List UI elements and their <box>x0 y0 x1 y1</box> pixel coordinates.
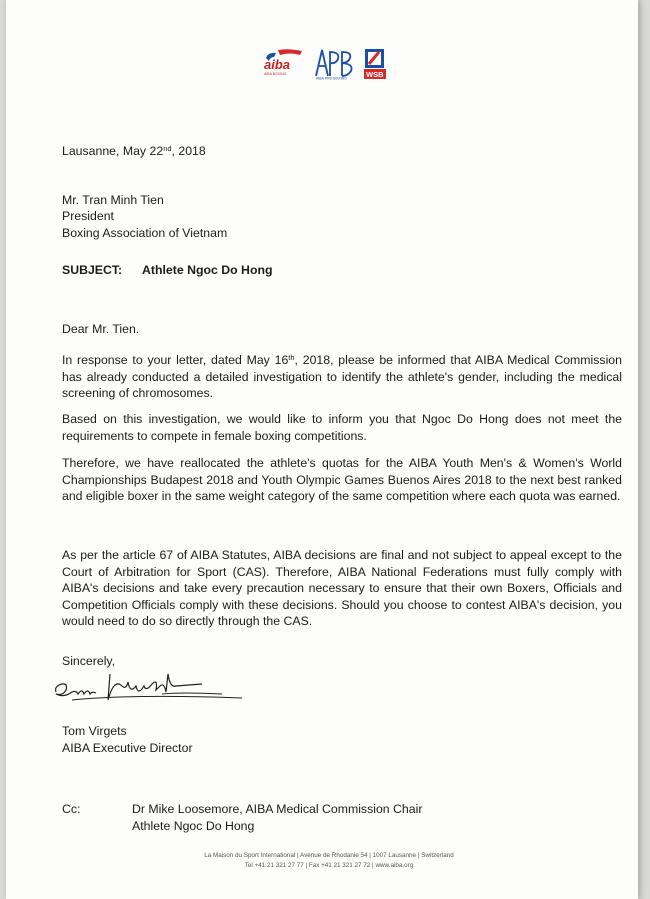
cc-recipient-1: Dr Mike Loosemore, AIBA Medical Commission Chair <box>132 802 423 816</box>
closing: Sincerely, <box>62 654 116 668</box>
recipient-organization: Boxing Association of Vietnam <box>62 225 228 240</box>
svg-text:AIBA BOXING: AIBA BOXING <box>264 72 287 76</box>
paragraph-3: Therefore, we have reallocated the athlete's quotas for the AIBA Youth Men's & Women's World Championships Budapest 2018 and Youth Olympic Games Buenos Aires 2018 to the next best ranked and eligible boxer in the same weight category of the same competition where each quota was earned. <box>62 456 622 504</box>
footer <box>164 851 494 871</box>
signer-title: AIBA Executive Director <box>62 740 193 755</box>
subject-label: SUBJECT: <box>62 263 123 277</box>
aiba-logo <box>258 46 306 80</box>
apb-logo <box>312 46 356 80</box>
paragraph-4: As per the article 67 of AIBA Statutes, AIBA decisions are final and not subject to appeal except to the Court of Arbitration for Sport (CAS). Therefore, AIBA National Federations must fully comply with AIBA's decisions and take every precaution necessary to ensure that their own Boxers, Officials and Competition Officials comply with these decisions. Should you choose to contest AIBA's decision, you would need to do so directly through the CAS. <box>62 548 622 629</box>
subject-value: Athlete Ngoc Do Hong <box>142 263 273 277</box>
recipient-name: Mr. Tran Minh Tien <box>62 193 164 207</box>
recipient-title: President <box>62 209 114 224</box>
footer-contact: Tel +41 21 321 27 77 | Fax +41 21 321 27 72 | www.aiba.org <box>244 862 414 869</box>
footer-address: La Maison du Sport International | Avenue de Rhodanie 54 | 1007 Lausanne | Switzerland <box>204 852 454 859</box>
paragraph-1: In response to your letter, dated May 16th, 2018, please be informed that AIBA Medical Commission has already conducted a detailed investigation to identify the athlete's gender, including the medical screening of chromosomes. <box>62 353 622 401</box>
salutation: Dear Mr. Tien. <box>62 322 140 336</box>
svg-text:aiba: aiba <box>264 57 291 72</box>
wsb-logo <box>362 46 388 80</box>
letter-page <box>6 0 638 899</box>
svg-text:AIBA PRO BOXING: AIBA PRO BOXING <box>316 76 347 80</box>
subject-line <box>62 262 272 279</box>
signer-block <box>62 723 193 756</box>
paragraph-2: Based on this investigation, we would like to inform you that Ngoc Do Hong does not meet the requirements to compete in female boxing competitions. <box>62 412 622 443</box>
letter-date: Lausanne, May 22nd, 2018 <box>62 144 206 158</box>
recipient-address <box>62 192 227 241</box>
signer-name: Tom Virgets <box>62 724 127 738</box>
cc-block <box>62 801 422 834</box>
cc-recipient-2: Athlete Ngoc Do Hong <box>132 818 255 833</box>
svg-text:WSB: WSB <box>366 70 384 79</box>
signature <box>52 664 252 712</box>
cc-label: Cc: <box>62 802 81 816</box>
